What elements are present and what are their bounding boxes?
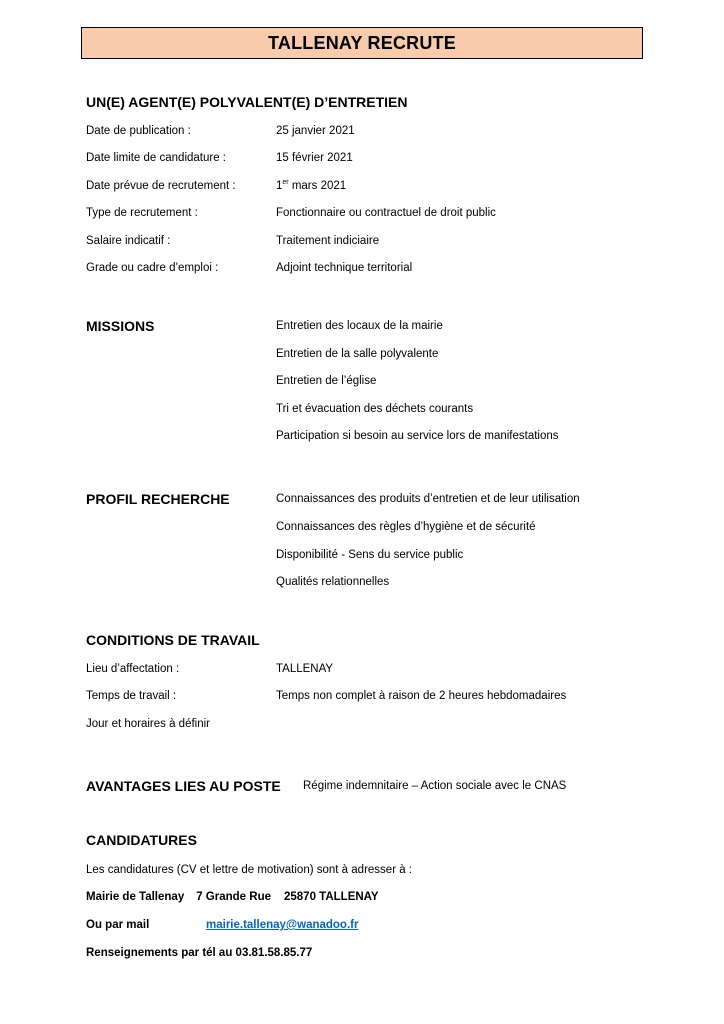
start-date-value: [276, 180, 346, 192]
work-time-label: Temps de travail :: [86, 690, 177, 702]
start-date-rest: mars 2021: [288, 180, 347, 192]
job-title: UN(E) AGENT(E) POLYVALENT(E) D’ENTRETIEN: [86, 94, 408, 110]
start-date-ordinal: er: [282, 179, 289, 187]
profile-heading: PROFIL RECHERCHE: [86, 491, 230, 507]
mission-item: Tri et évacuation des déchets courants: [276, 403, 474, 415]
mission-item: Entretien de la salle polyvalente: [276, 348, 439, 360]
page-title: TALLENAY RECRUTE: [268, 32, 456, 53]
benefits-heading: AVANTAGES LIES AU POSTE: [86, 778, 281, 794]
salary-label: Salaire indicatif :: [86, 235, 171, 247]
profile-item: Disponibilité - Sens du service public: [276, 549, 464, 561]
page-title-banner: [81, 27, 643, 59]
missions-heading: MISSIONS: [86, 318, 155, 334]
deadline-value: 15 février 2021: [276, 152, 353, 164]
applications-heading: CANDIDATURES: [86, 832, 197, 848]
grade-label: Grade ou cadre d’emploi :: [86, 262, 219, 274]
workplace-label: Lieu d’affectation :: [86, 663, 180, 675]
mission-item: Entretien de l’église: [276, 375, 377, 387]
recruitment-type-label: Type de recrutement :: [86, 207, 198, 219]
address-city: 25870 TALLENAY: [284, 891, 379, 903]
email-link[interactable]: mairie.tallenay@wanadoo.fr: [206, 919, 359, 931]
applications-intro: Les candidatures (CV et lettre de motivation) sont à adresser à :: [86, 864, 412, 876]
profile-item: Connaissances des règles d’hygiène et de sécurité: [276, 521, 536, 533]
mission-item: Entretien des locaux de la mairie: [276, 320, 443, 332]
recruitment-type-value: Fonctionnaire ou contractuel de droit public: [276, 207, 496, 219]
publication-date-value: 25 janvier 2021: [276, 125, 355, 137]
profile-item: Connaissances des produits d’entretien et de leur utilisation: [276, 493, 580, 505]
benefits-value: Régime indemnitaire – Action sociale avec le CNAS: [303, 780, 567, 792]
publication-date-label: Date de publication :: [86, 125, 191, 137]
address-name: Mairie de Tallenay: [86, 891, 185, 903]
phone-info: Renseignements par tél au 03.81.58.85.77: [86, 947, 313, 959]
grade-value: Adjoint technique territorial: [276, 262, 413, 274]
address-street: 7 Grande Rue: [196, 891, 271, 903]
workplace-value: TALLENAY: [276, 663, 334, 675]
mail-label: Ou par mail: [86, 919, 150, 931]
address-line: [86, 891, 379, 903]
deadline-label: Date limite de candidature :: [86, 152, 226, 164]
mission-item: Participation si besoin au service lors de manifestations: [276, 430, 559, 442]
work-time-value: Temps non complet à raison de 2 heures hebdomadaires: [276, 690, 567, 702]
profile-item: Qualités relationnelles: [276, 576, 390, 588]
start-date-label: Date prévue de recrutement :: [86, 180, 236, 192]
conditions-heading: CONDITIONS DE TRAVAIL: [86, 632, 260, 648]
schedule-note: Jour et horaires à définir: [86, 718, 211, 730]
start-date-day: 1: [276, 180, 283, 192]
salary-value: Traitement indiciaire: [276, 235, 380, 247]
